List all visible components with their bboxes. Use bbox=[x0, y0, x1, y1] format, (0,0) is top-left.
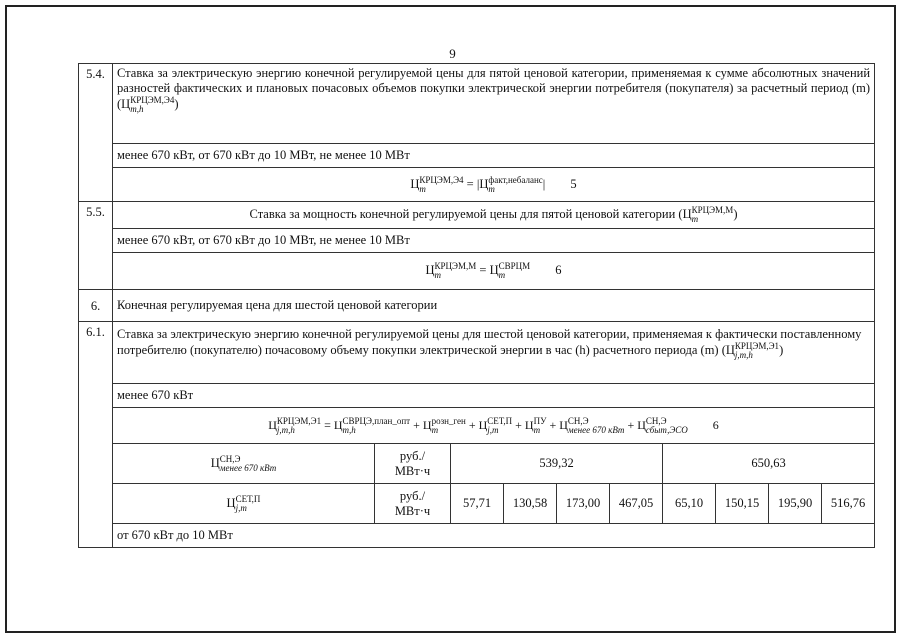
row-number: 6.1. bbox=[79, 322, 113, 548]
tariff-value: 57,71 bbox=[451, 484, 504, 524]
row-6-1-power bbox=[79, 384, 875, 408]
tariff-value: 650,63 bbox=[663, 444, 875, 484]
power-range: менее 670 кВт bbox=[113, 384, 875, 408]
row-6 bbox=[79, 290, 875, 322]
row-number: 6. bbox=[79, 290, 113, 322]
formula-5-5: Ц КРЦЭМ,М m = Ц СВРЦМ m 6 bbox=[113, 253, 875, 290]
power-range: менее 670 кВт, от 670 кВт до 10 МВт, не менее 10 МВт bbox=[113, 144, 875, 168]
row-6-1-power-next bbox=[79, 524, 875, 548]
tariff-value: 150,15 bbox=[716, 484, 769, 524]
page-number: 9 bbox=[449, 46, 456, 61]
footnote-ref: 5 bbox=[570, 176, 577, 191]
tariff-row-set-p bbox=[79, 484, 875, 524]
row-description: Ставка за электрическую энергию конечной регулируемой цены для пятой ценовой категории, применяемая к сумме абсолютных значений разностей фактических и плановых почасовых объемов покупки электрической энергии потребителя (покупателя) за расчетный период (m) (Ц КРЦЭМ,Э4 m,h ) bbox=[113, 64, 875, 144]
power-range: от 670 кВт до 10 МВт bbox=[113, 524, 875, 548]
row-description: Конечная регулируемая цена для шестой ценовой категории bbox=[113, 290, 875, 322]
tariff-symbol: Ц СН,Э менее 670 кВт bbox=[113, 444, 375, 484]
tariff-value: 173,00 bbox=[557, 484, 610, 524]
formula-5-4: Ц КРЦЭМ,Э4 m = |Ц факт,небаланс m | 5 bbox=[113, 168, 875, 202]
tariff-value: 467,05 bbox=[610, 484, 663, 524]
row-5-4-formula bbox=[79, 168, 875, 202]
tariff-row-sn-e bbox=[79, 444, 875, 484]
tariff-value: 539,32 bbox=[451, 444, 663, 484]
row-5-4-title bbox=[79, 64, 875, 144]
row-5-5-formula bbox=[79, 253, 875, 290]
row-6-1-formula bbox=[79, 408, 875, 444]
tariff-value: 130,58 bbox=[504, 484, 557, 524]
row-5-4-power bbox=[79, 144, 875, 168]
footnote-ref: 6 bbox=[555, 263, 562, 277]
tariff-value: 195,90 bbox=[769, 484, 822, 524]
tariff-symbol: Ц СЕТ,П j,m bbox=[113, 484, 375, 524]
tariff-value: 65,10 bbox=[663, 484, 716, 524]
row-description: Ставка за электрическую энергию конечной регулируемой цены для шестой ценовой категории, применяемая к фактически поставленному потребителю (покупателю) почасовому объему покупки электрической энергии в час (h) расчетного периода (m) (Ц КРЦЭМ,Э1 j,m,h ) bbox=[113, 322, 875, 384]
tariff-unit: руб./ МВт·ч bbox=[375, 484, 451, 524]
tariff-value: 516,76 bbox=[822, 484, 875, 524]
row-description: Ставка за мощность конечной регулируемой цены для пятой ценовой категории (Ц КРЦЭМ,М m ) bbox=[113, 202, 875, 229]
power-range: менее 670 кВт, от 670 кВт до 10 МВт, не менее 10 МВт bbox=[113, 229, 875, 253]
row-number: 5.5. bbox=[79, 202, 113, 290]
row-5-5-title bbox=[79, 202, 875, 229]
row-number: 5.4. bbox=[79, 64, 113, 202]
tariff-table bbox=[78, 63, 875, 548]
formula-6-1: Ц КРЦЭМ,Э1 j,m,h = Ц СВРЦЭ,план_опт m,h + Ц розн_ген m + Ц СЕТ,П j,m + Ц ПУ m + Ц СН,Э менее 670 кВт + Ц СН,Э сбыт,ЭСО 6 bbox=[113, 408, 875, 444]
row-5-5-power bbox=[79, 229, 875, 253]
tariff-unit: руб./ МВт·ч bbox=[375, 444, 451, 484]
row-6-1-title bbox=[79, 322, 875, 384]
footnote-ref: 6 bbox=[712, 417, 719, 432]
